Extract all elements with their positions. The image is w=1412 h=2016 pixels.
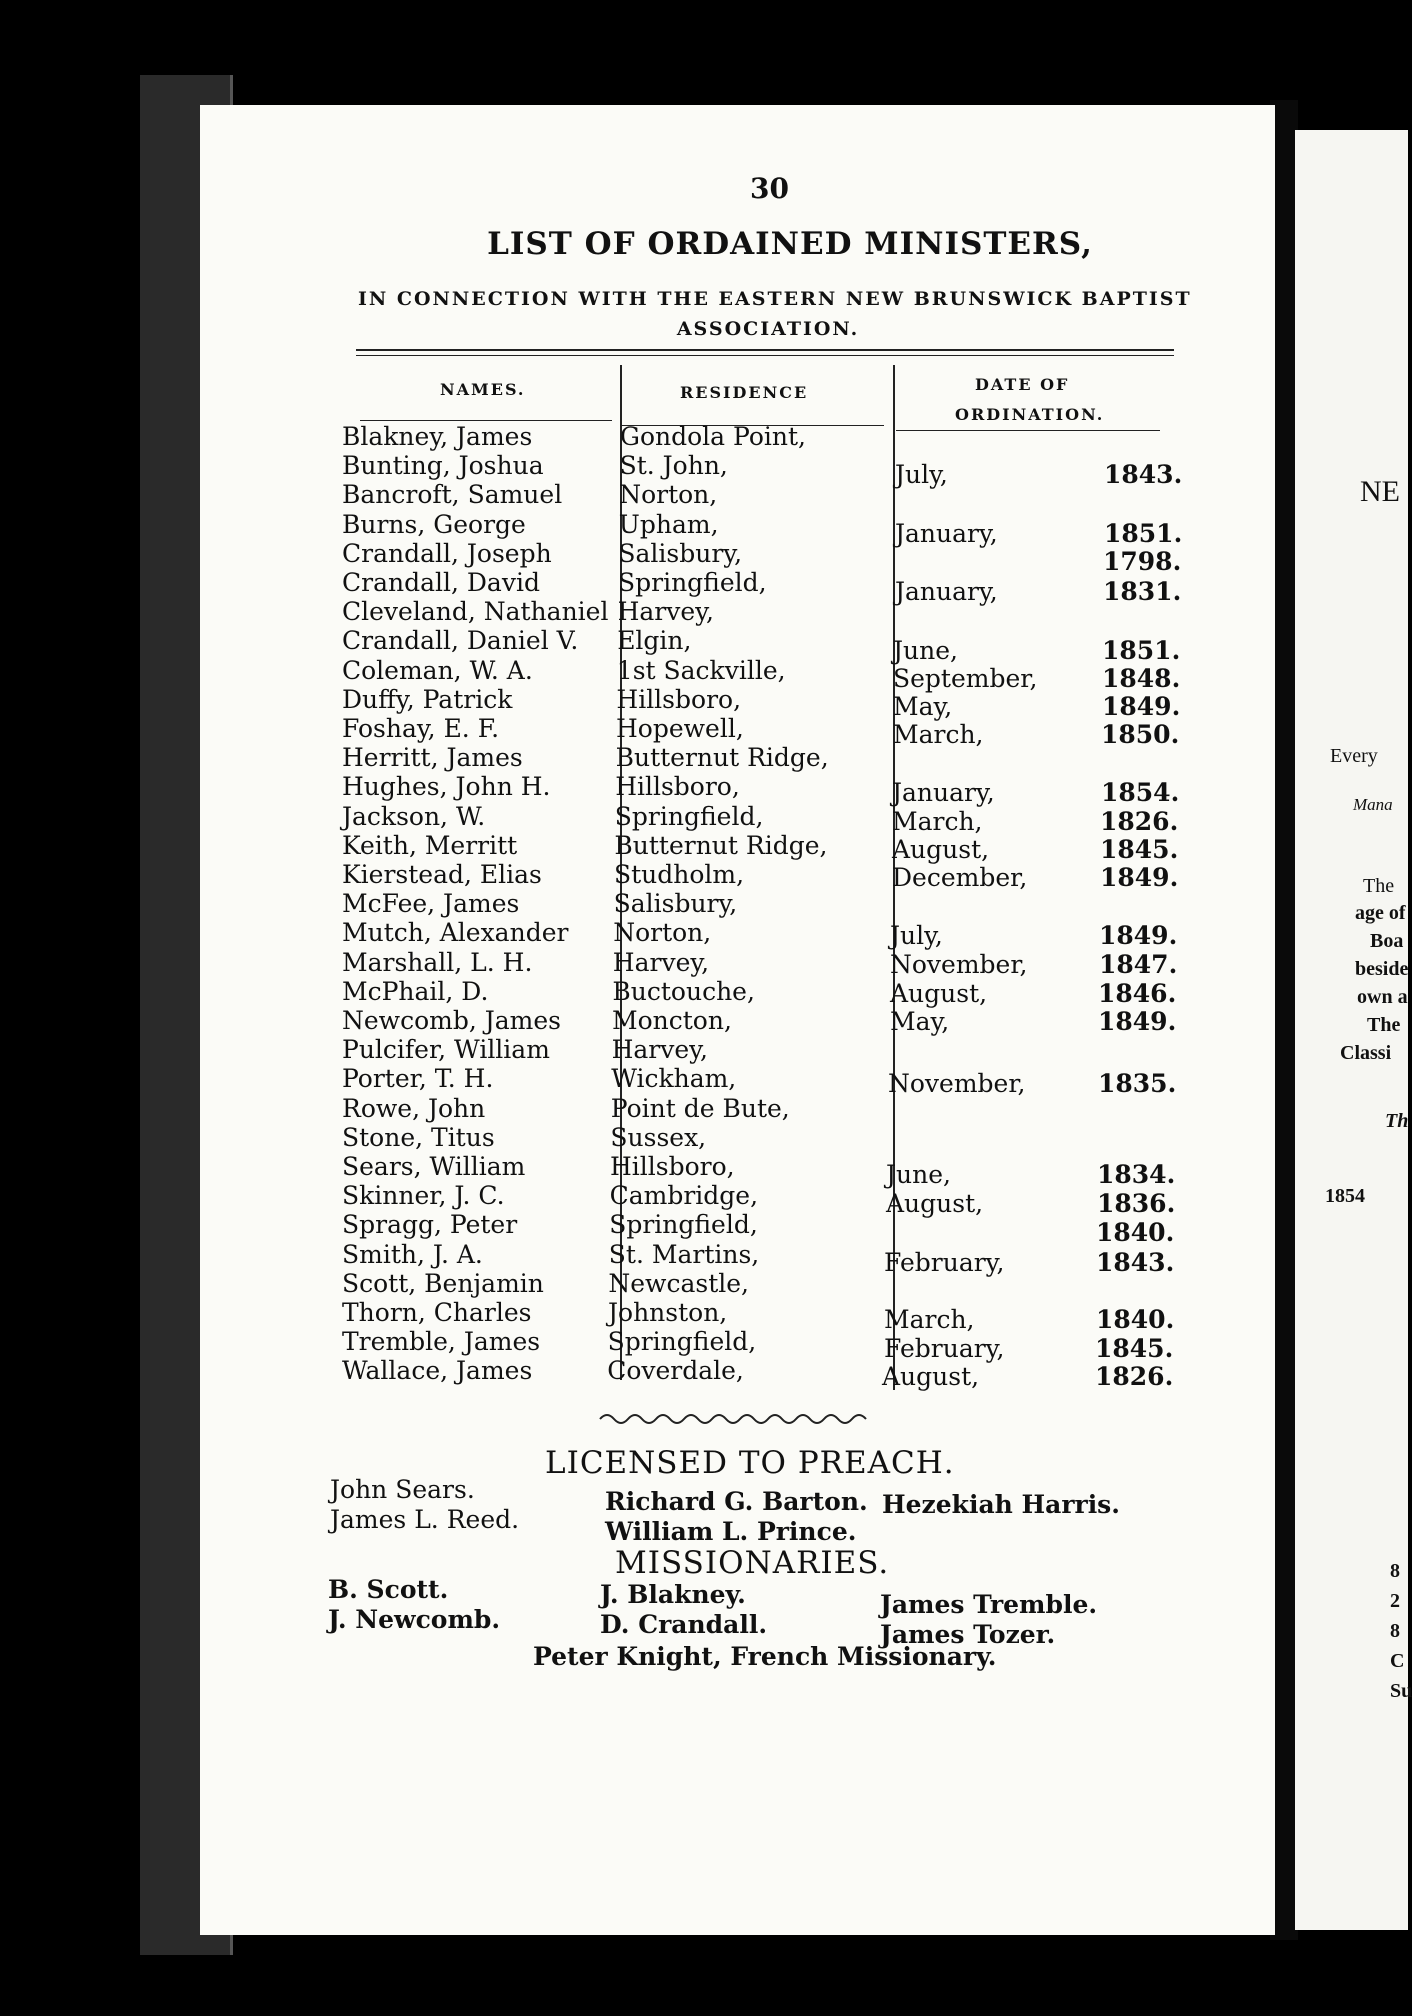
- minister-name: Hughes, John H.: [342, 772, 551, 802]
- header-rule-top-thin: [356, 355, 1174, 356]
- licensed-person: Richard G. Barton.: [605, 1487, 868, 1516]
- minister-name: Thorn, Charles: [342, 1298, 532, 1327]
- ordination-month: March,: [884, 1305, 975, 1334]
- residence-column-header: RESIDENCE: [680, 383, 809, 402]
- facing-page-fragment: Su: [1390, 1680, 1412, 1702]
- minister-name: Crandall, David: [342, 568, 540, 597]
- minister-residence: Hillsboro,: [616, 684, 742, 714]
- ordination-year: 1826.: [1100, 807, 1179, 836]
- minister-residence: Springfield,: [609, 1210, 758, 1240]
- ordination-year: 1840.: [1096, 1305, 1175, 1334]
- names-column-header: NAMES.: [440, 380, 526, 399]
- missionary-person: B. Scott.: [328, 1575, 449, 1604]
- missionaries-title: MISSIONARIES.: [615, 1545, 890, 1581]
- table-row: [0, 1240, 1408, 1269]
- facing-page-fragment: Every: [1330, 745, 1378, 767]
- ordination-month: August,: [892, 835, 990, 864]
- minister-residence: Johnston,: [608, 1298, 728, 1327]
- ordination-month: August,: [882, 1362, 980, 1391]
- minister-name: Skinner, J. C.: [342, 1181, 505, 1211]
- missionary-person: James Tremble.: [880, 1590, 1098, 1619]
- ordination-month: May,: [893, 692, 953, 721]
- ordination-year: 1836.: [1097, 1189, 1176, 1218]
- minister-residence: Salisbury,: [618, 538, 743, 568]
- table-row: [0, 743, 1408, 772]
- minister-residence: Cambridge,: [609, 1181, 759, 1211]
- minister-name: Marshall, L. H.: [342, 947, 533, 977]
- minister-residence: Norton,: [613, 918, 712, 948]
- table-row: [0, 656, 1408, 685]
- minister-residence: Sussex,: [610, 1122, 707, 1152]
- ordination-month: June,: [893, 636, 958, 665]
- table-row: [0, 1327, 1408, 1356]
- ordination-year: 1851.: [1104, 519, 1183, 548]
- subtitle-line-1: IN CONNECTION WITH THE EASTERN NEW BRUNSWICK BAPTIST: [358, 288, 1192, 310]
- minister-residence: Gondola Point,: [620, 422, 806, 451]
- ordination-year: 1848.: [1102, 664, 1181, 693]
- ordination-month: September,: [893, 664, 1038, 693]
- minister-name: Wallace, James: [342, 1356, 533, 1386]
- table-row: [0, 568, 1408, 597]
- table-row: [0, 918, 1408, 947]
- facing-page-fragment: NE: [1360, 475, 1400, 508]
- minister-residence: Springfield,: [607, 1327, 757, 1357]
- ordination-year: 1849.: [1099, 921, 1178, 950]
- table-row: [0, 510, 1408, 539]
- ordination-month: December,: [892, 863, 1028, 892]
- ordination-year: 1840.: [1096, 1218, 1175, 1247]
- ordination-month: August,: [890, 979, 988, 1008]
- table-row: [0, 1152, 1408, 1181]
- table-row: [0, 1123, 1408, 1152]
- table-row: [0, 1064, 1408, 1093]
- minister-name: Smith, J. A.: [342, 1239, 483, 1269]
- minister-name: Tremble, James: [342, 1327, 541, 1357]
- ordination-year: 1846.: [1098, 979, 1177, 1008]
- facing-page-fragment: Mana: [1353, 795, 1393, 814]
- wavy-divider-ornament: [600, 1408, 870, 1430]
- minister-residence: Hillsboro,: [615, 772, 740, 802]
- ordination-year: 1854.: [1101, 778, 1180, 807]
- ordination-month: February,: [884, 1334, 1005, 1363]
- ordination-month: January,: [892, 778, 995, 807]
- table-row: [0, 977, 1408, 1006]
- facing-page-fragment: 8: [1390, 1620, 1400, 1642]
- minister-residence: Elgin,: [617, 626, 692, 656]
- minister-residence: Butternut Ridge,: [615, 743, 829, 773]
- minister-name: Kierstead, Elias: [342, 860, 542, 889]
- table-row: [0, 1006, 1408, 1035]
- table-row: [0, 714, 1408, 743]
- minister-name: Blakney, James: [342, 422, 533, 451]
- minister-name: Cleveland, Nathaniel: [342, 597, 609, 627]
- table-row: [0, 1269, 1408, 1298]
- ordination-month: November,: [890, 950, 1028, 979]
- minister-residence: Buctouche,: [612, 976, 755, 1006]
- table-row: [0, 1094, 1408, 1123]
- missionary-person: J. Blakney.: [600, 1580, 746, 1609]
- minister-residence: Harvey,: [611, 1035, 708, 1065]
- minister-residence: St. Martins,: [608, 1239, 760, 1269]
- table-row: [0, 1035, 1408, 1064]
- names-header-rule: [360, 420, 612, 421]
- table-row: [0, 1210, 1408, 1239]
- date-column-header-line-2: ORDINATION.: [955, 405, 1105, 424]
- minister-residence: Newcastle,: [608, 1268, 749, 1298]
- minister-residence: Hopewell,: [616, 714, 744, 743]
- minister-name: Jackson, W.: [342, 801, 486, 831]
- minister-residence: Springfield,: [614, 801, 764, 831]
- table-row: [0, 422, 1408, 451]
- licensed-person: William L. Prince.: [605, 1517, 857, 1546]
- ordination-month: February,: [884, 1248, 1005, 1277]
- minister-residence: Hillsboro,: [610, 1152, 735, 1181]
- page-title: LIST OF ORDAINED MINISTERS,: [487, 226, 1093, 262]
- page-number: 30: [750, 172, 789, 205]
- minister-name: Duffy, Patrick: [342, 684, 513, 714]
- minister-name: Bunting, Joshua: [342, 451, 544, 481]
- ordination-year: 1845.: [1095, 1334, 1174, 1363]
- minister-name: Stone, Titus: [342, 1122, 495, 1152]
- minister-name: McFee, James: [342, 889, 520, 919]
- ordination-year: 1850.: [1101, 720, 1180, 749]
- minister-residence: 1st Sackville,: [616, 655, 786, 685]
- table-row: [0, 539, 1408, 568]
- table-row: [0, 802, 1408, 831]
- table-row: [0, 889, 1408, 918]
- ordination-month: March,: [892, 807, 983, 836]
- minister-residence: Upham,: [618, 509, 719, 539]
- minister-name: Crandall, Daniel V.: [342, 626, 579, 656]
- table-row: [0, 860, 1408, 889]
- minister-residence: Salisbury,: [613, 889, 738, 919]
- minister-residence: Studholm,: [614, 860, 745, 889]
- licensed-person: Hezekiah Harris.: [882, 1490, 1120, 1519]
- table-row: [0, 831, 1408, 860]
- header-rule-top: [356, 349, 1174, 351]
- ordination-month: January,: [895, 519, 998, 548]
- minister-name: Pulcifer, William: [342, 1035, 550, 1065]
- table-row: [0, 772, 1408, 801]
- ordination-month: August,: [886, 1189, 984, 1218]
- facing-page-fragment: Classi: [1340, 1042, 1392, 1064]
- minister-residence: Moncton,: [612, 1006, 732, 1035]
- ordination-year: 1835.: [1098, 1069, 1177, 1098]
- minister-name: Burns, George: [342, 509, 526, 539]
- minister-residence: Wickham,: [611, 1064, 737, 1094]
- ordination-year: 1798.: [1103, 547, 1182, 576]
- ordination-month: March,: [893, 720, 984, 749]
- ordination-month: June,: [886, 1160, 951, 1189]
- minister-name: Scott, Benjamin: [342, 1268, 544, 1298]
- table-row: [0, 626, 1408, 655]
- ordination-year: 1831.: [1103, 577, 1182, 606]
- table-row: [0, 1298, 1408, 1327]
- minister-residence: Coverdale,: [607, 1356, 744, 1386]
- minister-residence: Harvey,: [617, 597, 714, 627]
- facing-page-fragment: beside: [1355, 958, 1409, 980]
- facing-page-fragment: C: [1390, 1650, 1405, 1672]
- ordination-year: 1843.: [1104, 460, 1183, 489]
- minister-name: Bancroft, Samuel: [342, 480, 563, 510]
- missionaries-footer: Peter Knight, French Missionary.: [533, 1642, 997, 1671]
- minister-name: Spragg, Peter: [342, 1210, 518, 1240]
- minister-residence: Butternut Ridge,: [614, 830, 828, 860]
- ordination-year: 1843.: [1096, 1248, 1175, 1277]
- minister-name: Sears, William: [342, 1152, 526, 1181]
- licensed-title: LICENSED TO PREACH.: [545, 1445, 955, 1481]
- minister-name: Porter, T. H.: [342, 1064, 494, 1094]
- facing-page-fragment: The: [1367, 1014, 1401, 1036]
- minister-name: Coleman, W. A.: [342, 655, 533, 685]
- facing-page-fragment: Th: [1385, 1110, 1409, 1132]
- missionary-person: James Tozer.: [880, 1620, 1056, 1649]
- facing-page-fragment: Boa: [1370, 930, 1404, 952]
- ordination-year: 1849.: [1100, 863, 1179, 892]
- facing-page-fragment: 2: [1390, 1590, 1400, 1612]
- licensed-person: John Sears.: [330, 1475, 475, 1504]
- date-column-header-line-1: DATE OF: [975, 375, 1070, 394]
- missionary-person: D. Crandall.: [600, 1610, 768, 1639]
- ordination-month: July,: [895, 460, 948, 489]
- minister-residence: Point de Bute,: [610, 1093, 790, 1123]
- ordination-year: 1851.: [1102, 636, 1181, 665]
- minister-name: Crandall, Joseph: [342, 538, 552, 568]
- table-row: [0, 948, 1408, 977]
- ordination-year: 1849.: [1102, 692, 1181, 721]
- ordination-month: January,: [895, 577, 998, 606]
- minister-name: Mutch, Alexander: [342, 918, 569, 948]
- missionary-person: J. Newcomb.: [328, 1605, 501, 1634]
- minister-name: Rowe, John: [342, 1093, 486, 1123]
- minister-name: Herritt, James: [342, 743, 523, 773]
- ordination-month: November,: [888, 1069, 1026, 1098]
- subtitle-line-2: ASSOCIATION.: [676, 318, 860, 340]
- facing-page-fragment: age of: [1355, 902, 1406, 924]
- ordination-year: 1826.: [1095, 1362, 1174, 1391]
- facing-page-fragment: 8: [1390, 1560, 1400, 1582]
- minister-name: McPhail, D.: [342, 976, 489, 1006]
- ordination-year: 1834.: [1097, 1160, 1176, 1189]
- table-row: [0, 685, 1408, 714]
- table-row: [0, 597, 1408, 626]
- table-row: [0, 1356, 1408, 1385]
- minister-residence: St. John,: [619, 451, 728, 481]
- minister-name: Keith, Merritt: [342, 830, 518, 860]
- table-row: [0, 480, 1408, 509]
- table-row: [0, 451, 1408, 480]
- minister-residence: Springfield,: [618, 568, 767, 597]
- minister-name: Newcomb, James: [342, 1006, 561, 1035]
- minister-residence: Harvey,: [612, 947, 710, 977]
- facing-page-fragment: The: [1363, 875, 1395, 897]
- ordination-year: 1847.: [1099, 950, 1178, 979]
- facing-page-fragment: own a: [1357, 986, 1408, 1008]
- facing-page-fragment: 1854: [1325, 1185, 1365, 1207]
- minister-residence: Norton,: [619, 480, 718, 510]
- ordination-year: 1845.: [1100, 835, 1179, 864]
- ordination-month: May,: [890, 1007, 950, 1036]
- minister-name: Foshay, E. F.: [342, 714, 500, 743]
- ordination-month: July,: [890, 921, 943, 950]
- table-row: [0, 1181, 1408, 1210]
- ordination-year: 1849.: [1098, 1007, 1177, 1036]
- licensed-person: James L. Reed.: [330, 1505, 520, 1534]
